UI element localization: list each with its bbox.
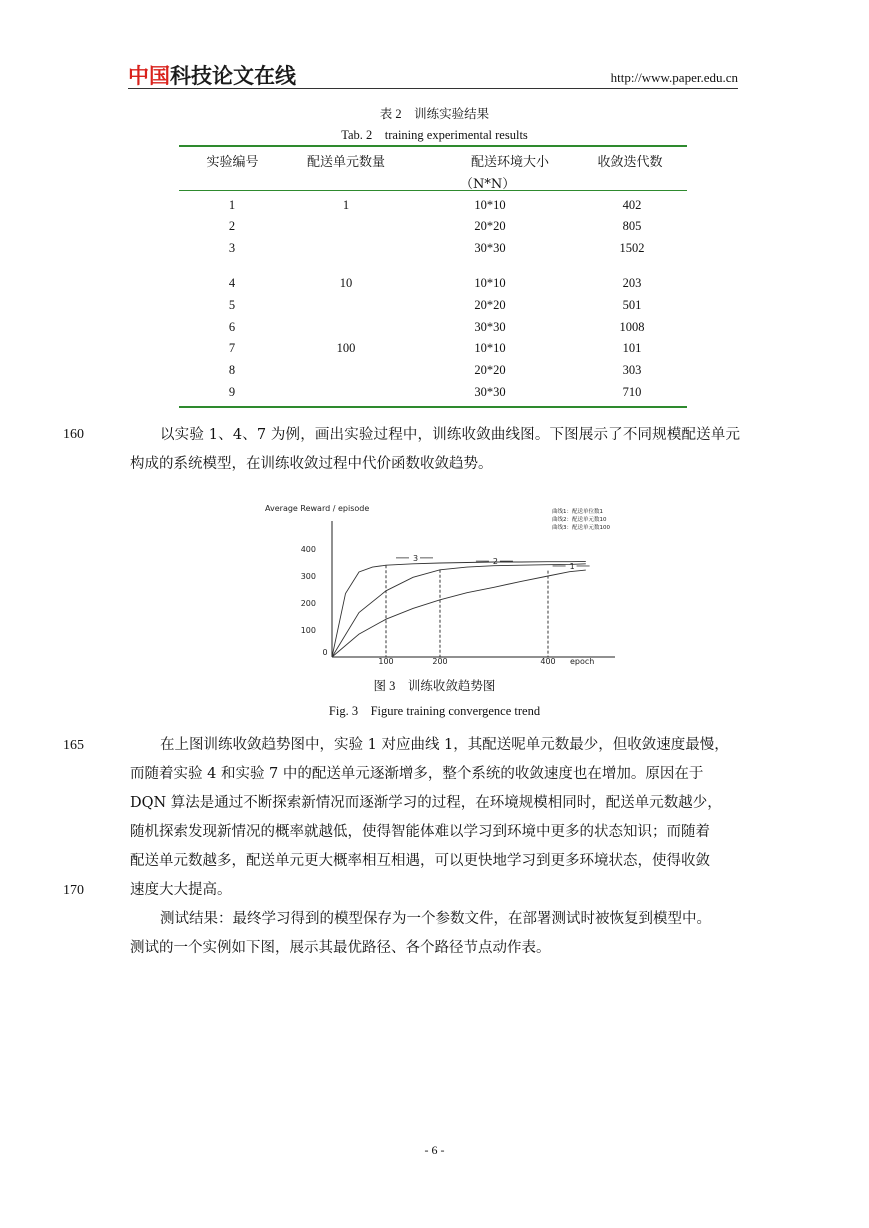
chart-title: Average Reward / episode xyxy=(265,504,370,513)
cell-env: 20*20 xyxy=(474,219,506,233)
cell-iters: 805 xyxy=(622,219,642,233)
y-tick-label: 300 xyxy=(300,572,316,581)
curve-label: 2 xyxy=(492,557,499,567)
cell-id: 9 xyxy=(228,385,236,399)
paragraph-2-line-3: DQN 算法是通过不断探索新情况而逐渐学习的过程，在环境规模相同时，配送单元数越少， xyxy=(130,795,722,811)
header-url[interactable]: http://www.paper.edu.cn xyxy=(610,70,738,85)
logo-red-text: 中国 xyxy=(128,64,170,88)
cell-iters: 101 xyxy=(622,341,642,355)
cell-id: 8 xyxy=(228,363,236,377)
table-header-id: 实验编号 xyxy=(206,155,259,170)
logo-black-text: 科技论文在线 xyxy=(170,64,296,88)
cell-iters: 203 xyxy=(622,276,642,290)
cell-id: 5 xyxy=(228,298,236,312)
table-header-units: 配送单元数量 xyxy=(306,155,385,170)
cell-id: 3 xyxy=(228,241,236,255)
line-number-165: 165 xyxy=(63,738,84,753)
cell-iters: 303 xyxy=(622,363,642,377)
paragraph-2-line-2: 而随着实验 4 和实验 7 中的配送单元逐渐增多，整个系统的收敛速度也在增加。原因在于 xyxy=(130,766,704,782)
paragraph-2-line-5: 配送单元数越多，配送单元更大概率相互相遇，可以更快地学习到更多环境状态，使得收敛 xyxy=(130,853,710,869)
y-tick-label: 100 xyxy=(300,626,316,635)
cell-iters: 501 xyxy=(622,298,642,312)
cell-id: 4 xyxy=(228,276,236,290)
paragraph-2-line-4: 随机探索发现新情况的概率就越低，使得智能体难以学习到环境中更多的状态知识；而随着 xyxy=(130,824,710,840)
x-tick-label: 0 xyxy=(322,648,328,657)
x-axis-label: epoch xyxy=(570,657,595,666)
cell-id: 1 xyxy=(228,198,236,212)
page-number: - 6 - xyxy=(424,1143,445,1157)
cell-iters: 1502 xyxy=(619,241,645,255)
paragraph-2-line-1: 在上图训练收敛趋势图中，实验 1 对应曲线 1，其配送呢单元数最少，但收敛速度最慢， xyxy=(160,737,729,753)
paragraph-3-line-2: 测试的一个实例如下图，展示其最优路径、各个路径节点动作表。 xyxy=(130,940,551,956)
table-header-env: 配送环境大小 xyxy=(470,155,549,170)
paragraph-1: 以实验 1、4、7 为例，画出实验过程中，训练收敛曲线图。下图展示了不同规模配送单元构成的系统模型，在训练收敛过程中代价函数收敛趋势。 xyxy=(130,427,740,472)
x-tick-label: 400 xyxy=(540,657,556,666)
cell-env: 10*10 xyxy=(474,341,506,355)
paragraph-2 xyxy=(130,731,740,905)
paragraph-2-line-6: 速度大大提高。 xyxy=(130,882,232,898)
line-number-160: 160 xyxy=(63,427,84,442)
figure-caption-en: Fig. 3 Figure training convergence trend xyxy=(328,704,541,718)
cell-env: 30*30 xyxy=(474,320,506,334)
table-caption-cn: 表 2 训练实验结果 xyxy=(379,107,490,121)
table-header-iters: 收敛迭代数 xyxy=(597,155,663,170)
table-header-rule xyxy=(179,190,687,191)
y-tick-label: 200 xyxy=(300,599,316,608)
cell-iters: 1008 xyxy=(619,320,645,334)
legend-entry: 曲线2：配送单元数10 xyxy=(552,517,607,523)
legend-entry: 曲线3：配送单元数100 xyxy=(552,525,610,531)
line-number-170: 170 xyxy=(63,883,84,898)
cell-env: 30*30 xyxy=(474,385,506,399)
cell-env: 10*10 xyxy=(474,276,506,290)
paragraph-3 xyxy=(130,905,740,963)
header-rule xyxy=(128,88,738,89)
cell-env: 20*20 xyxy=(474,298,506,312)
convergence-chart xyxy=(255,497,625,672)
cell-units: 100 xyxy=(336,341,356,355)
cell-units: 1 xyxy=(342,198,350,212)
cell-id: 2 xyxy=(228,219,236,233)
paragraph-3-line-1: 测试结果：最终学习得到的模型保存为一个参数文件，在部署测试时被恢复到模型中。 xyxy=(160,911,711,927)
cell-id: 6 xyxy=(228,320,236,334)
cell-env: 20*20 xyxy=(474,363,506,377)
table-bottom-rule xyxy=(179,406,687,408)
cell-iters: 402 xyxy=(622,198,642,212)
legend-entry: 曲线1：配送单位数1 xyxy=(552,509,603,515)
cell-env: 10*10 xyxy=(474,198,506,212)
y-tick-label: 400 xyxy=(300,545,316,554)
cell-env: 30*30 xyxy=(474,241,506,255)
curve-label: 3 xyxy=(413,553,419,563)
cell-id: 7 xyxy=(228,341,236,355)
chart-legend xyxy=(552,507,610,531)
journal-logo xyxy=(128,64,296,88)
cell-iters: 710 xyxy=(622,385,642,399)
x-tick-label: 200 xyxy=(432,657,448,666)
figure-caption-cn: 图 3 训练收敛趋势图 xyxy=(373,679,496,693)
curve-label: 1 xyxy=(569,561,575,571)
table-header-env-sub: （N*N） xyxy=(460,177,516,192)
table-caption-en: Tab. 2 training experimental results xyxy=(341,128,528,142)
curve-labels xyxy=(396,554,590,571)
table-top-rule xyxy=(179,145,687,147)
cell-units: 10 xyxy=(339,276,353,290)
x-tick-label: 100 xyxy=(378,657,394,666)
